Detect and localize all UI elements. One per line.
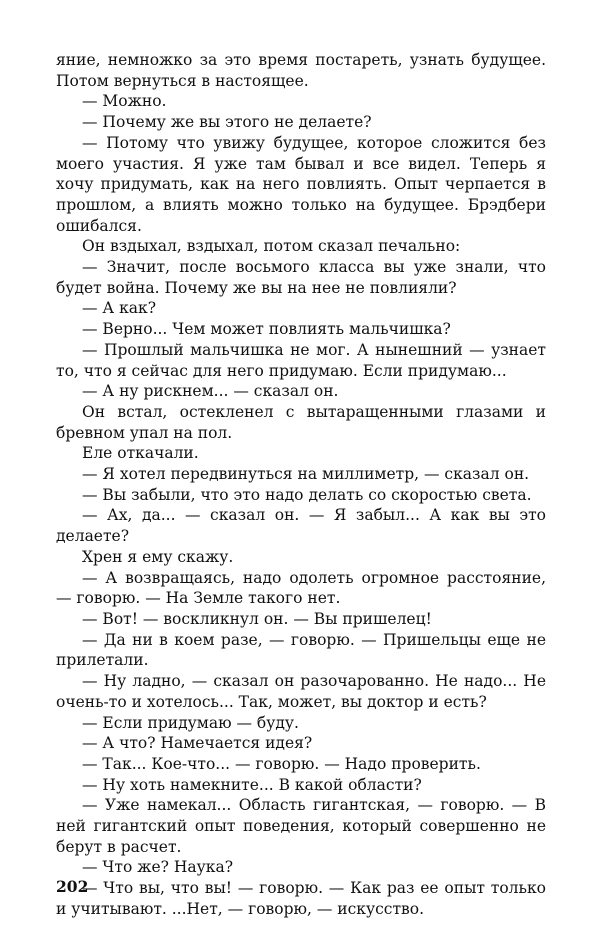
- paragraph: — Прошлый мальчишка не мог. А нынешний — узнает то, что я сейчас для него придумаю. Если придумаю...: [56, 340, 546, 380]
- page-text: [56, 50, 546, 920]
- paragraph: — А возвращаясь, надо одолеть огромное расстояние, — говорю. — На Земле такого нет.: [56, 568, 546, 608]
- paragraph: — Почему же вы этого не делаете?: [82, 113, 372, 132]
- paragraph: — Вы забыли, что это надо делать со скоростью света.: [82, 485, 532, 504]
- paragraph: — А как?: [82, 299, 157, 318]
- paragraph: Еле откачали.: [82, 444, 199, 463]
- paragraph: — Можно.: [82, 92, 167, 111]
- paragraph: Хрен я ему скажу.: [82, 547, 234, 566]
- paragraph: — Потому что увижу будущее, которое сложится без моего участия. Я уже там бывал и все видел. Теперь я хочу придумать, как на него повлиять. Опыт черпается в прошлом, а влиять можно только на будущее. Брэдбери ошибался.: [56, 133, 546, 235]
- paragraph: — Ну хоть намекните... В какой области?: [82, 775, 422, 794]
- paragraph: Он встал, остекленел с вытаращенными глазами и бревном упал на пол.: [56, 402, 546, 442]
- paragraph: — А что? Намечается идея?: [82, 734, 313, 753]
- paragraph: — Что же? Наука?: [82, 858, 234, 877]
- paragraph: — Вот! — воскликнул он. — Вы пришелец!: [82, 609, 432, 628]
- paragraph: — Да ни в коем разе, — говорю. — Пришельцы еще не прилетали.: [56, 630, 546, 670]
- paragraph: — Если придумаю — буду.: [82, 713, 299, 732]
- paragraph: — Ах, да... — сказал он. — Я забыл... А как вы это делаете?: [56, 506, 546, 546]
- paragraph: — Ну ладно, — сказал он разочарованно. Не надо... Не очень-то и хотелось... Так, может, вы доктор и есть?: [56, 672, 546, 711]
- paragraph: — А ну рискнем... — сказал он.: [82, 382, 339, 401]
- paragraph: Он вздыхал, вздыхал, потом сказал печально:: [82, 237, 461, 256]
- paragraph: — Я хотел передвинуться на миллиметр, — сказал он.: [82, 465, 530, 484]
- paragraph: — Что вы, что вы! — говорю. — Как раз ее опыт только и учитывают. ...Нет, — говорю, — искусство.: [56, 879, 546, 918]
- paragraph: — Уже намекал... Область гигантская, — говорю. — В ней гигантский опыт поведения, который совершенно не берут в расчет.: [56, 796, 546, 856]
- paragraph: — Значит, после восьмого класса вы уже знали, что будет война. Почему же вы на нее не повлияли?: [56, 258, 546, 297]
- paragraph: — Верно... Чем может повлиять мальчишка?: [82, 320, 451, 339]
- paragraph: — Так... Кое-что... — говорю. — Надо проверить.: [82, 754, 481, 773]
- paragraph: яние, немножко за это время постареть, узнать будущее. Потом вернуться в настоящее.: [56, 51, 546, 90]
- page-number: 202: [56, 877, 89, 896]
